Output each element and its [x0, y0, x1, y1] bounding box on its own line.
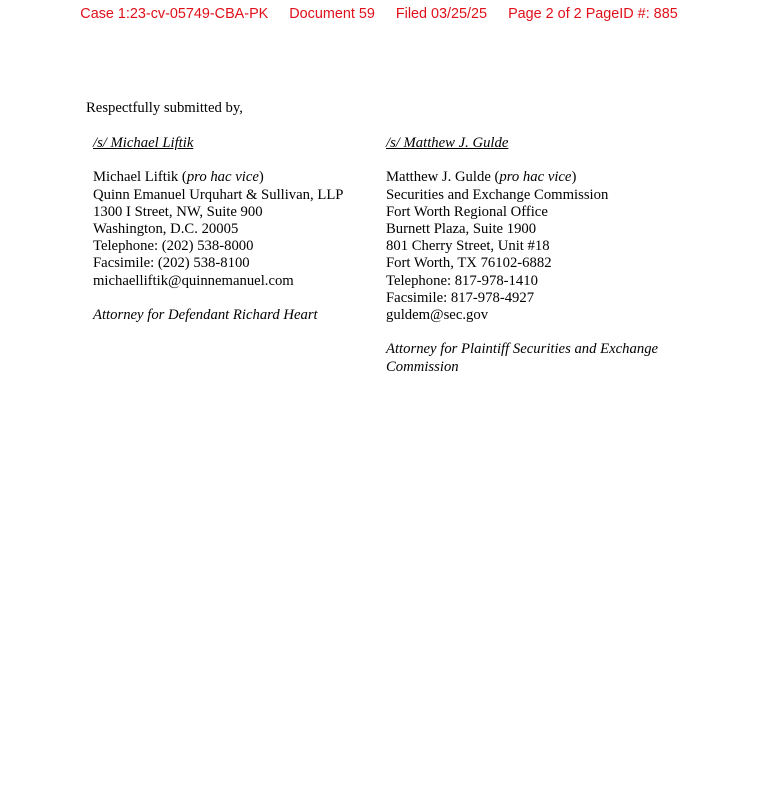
document-number: Document 59 — [289, 6, 375, 22]
attorney-role: Attorney for Plaintiff Securities and Exchange — [386, 341, 659, 358]
address-line: Fort Worth Regional Office — [386, 203, 548, 220]
ecf-header — [0, 6, 758, 22]
signature-block-plaintiff — [386, 135, 658, 376]
filed-date: Filed 03/25/25 — [395, 6, 488, 22]
address-line: 801 Cherry Street, Unit #18 — [386, 238, 550, 255]
telephone: Telephone: (202) 538-8000 — [93, 238, 254, 255]
facsimile: Facsimile: (202) 538-8100 — [93, 255, 250, 272]
closing-intro: Respectfully submitted by, — [86, 100, 243, 116]
attorney-name: Michael Liftik (pro hac vice) — [93, 169, 264, 186]
facsimile: Facsimile: 817-978-4927 — [386, 289, 535, 306]
address-line: 1300 I Street, NW, Suite 900 — [93, 203, 263, 220]
signature-line: /s/ Matthew J. Gulde — [386, 135, 509, 151]
signature-line: /s/ Michael Liftik — [93, 135, 194, 151]
address-line: Washington, D.C. 20005 — [93, 221, 239, 237]
address-line: Securities and Exchange Commission — [386, 186, 609, 203]
address-line: Burnett Plaza, Suite 1900 — [386, 221, 537, 237]
address-line: Fort Worth, TX 76102-6882 — [386, 255, 552, 272]
attorney-name: Matthew J. Gulde (pro hac vice) — [386, 169, 577, 186]
attorney-role: Attorney for Defendant Richard Heart — [93, 307, 318, 323]
page-id: Page 2 of 2 PageID #: 885 — [508, 6, 678, 22]
case-number: Case 1:23-cv-05749-CBA-PK — [80, 6, 269, 22]
signature-block-defendant — [93, 135, 343, 324]
telephone: Telephone: 817-978-1410 — [386, 272, 538, 289]
address-line: Quinn Emanuel Urquhart & Sullivan, LLP — [93, 186, 344, 203]
email: guldem@sec.gov — [386, 307, 489, 324]
attorney-role-continued: Commission — [386, 358, 459, 375]
email: michaelliftik@quinnemanuel.com — [93, 272, 294, 289]
